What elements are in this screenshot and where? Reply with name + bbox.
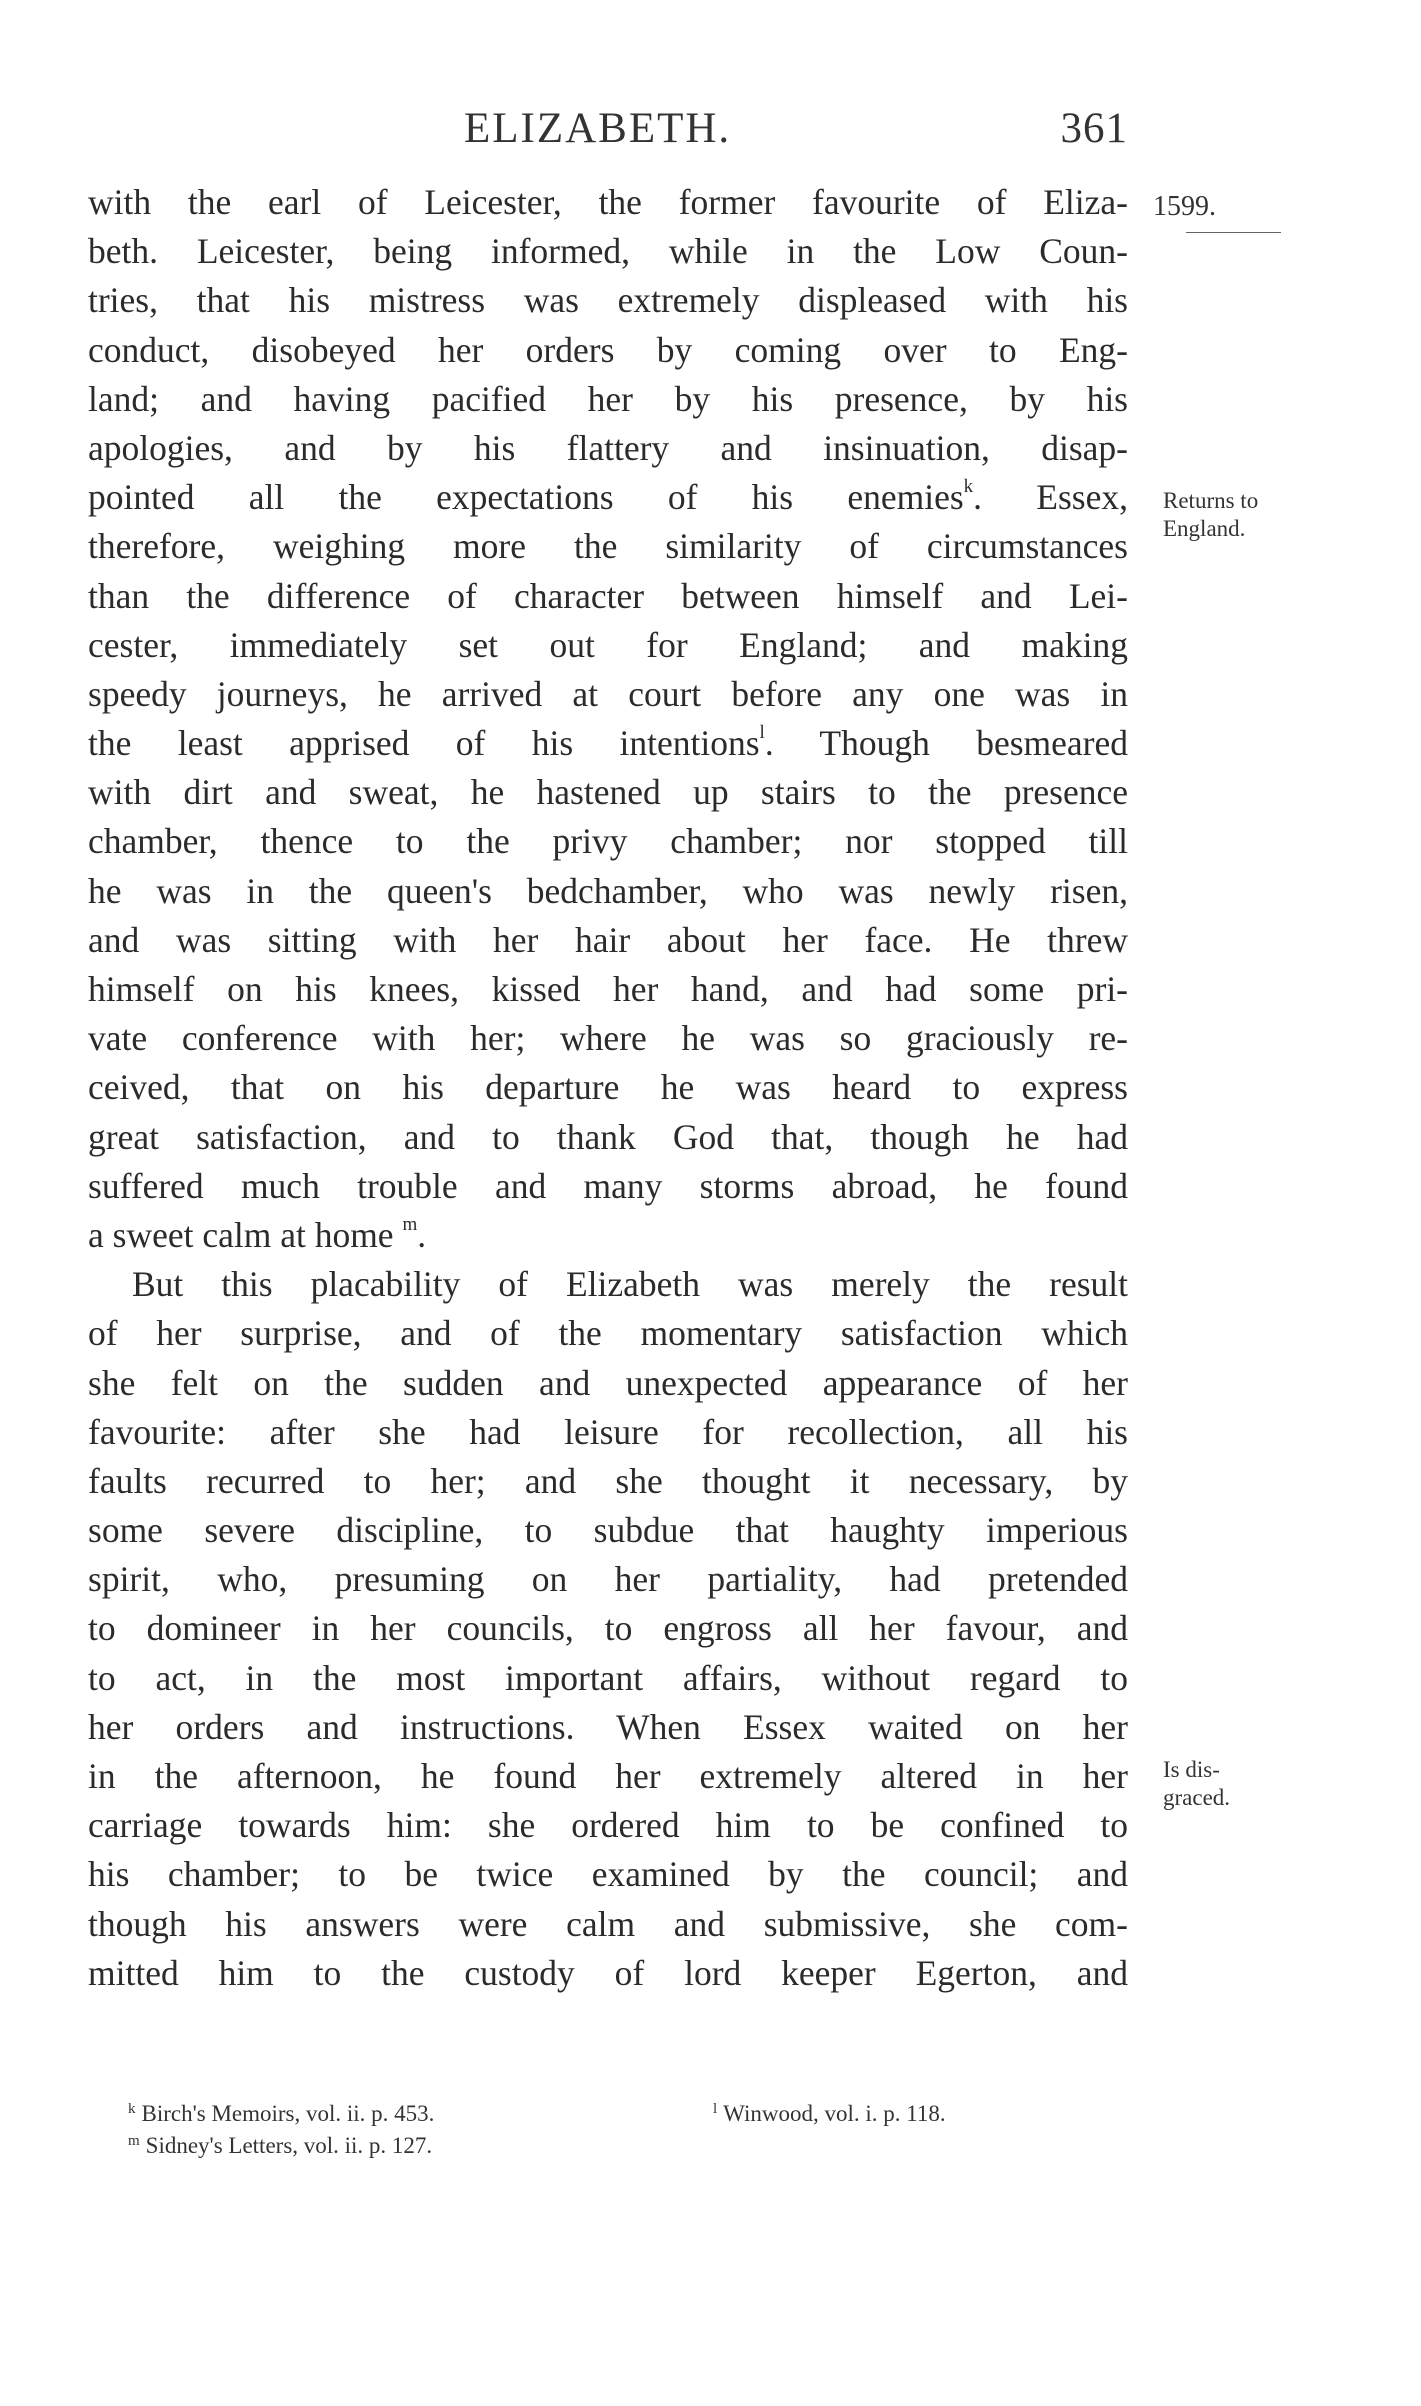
running-head (88, 104, 1128, 164)
footnote-ref-l[interactable]: l (759, 722, 765, 744)
footnote-mark: m (128, 2133, 140, 2149)
footnote-text: Birch's Memoirs, vol. ii. p. 453. (141, 2101, 435, 2126)
text-line-part: a sweet calm at home (88, 1214, 394, 1255)
text-line: with dirt and sweat, he hastened up stairs to the presence (88, 772, 1128, 813)
footnote-text: Sidney's Letters, vol. ii. p. 127. (145, 2133, 433, 2158)
text-line: cester, immediately set out for England; and making (88, 624, 1128, 665)
margin-note-disgraced-line2: graced. (1163, 1785, 1231, 1810)
text-line: than the difference of character between himself and Lei- (88, 575, 1128, 616)
text-line-part: pointed all the expectations of his enemies (88, 477, 964, 518)
text-line: though his answers were calm and submissive, she com- (88, 1903, 1128, 1944)
text-line-part: . Though besmeared (764, 723, 1128, 764)
footnote-k (128, 2101, 434, 2126)
body-text (88, 178, 1128, 1998)
text-line: vate conference with her; where he was so graciously re- (88, 1018, 1128, 1059)
margin-note-disgraced (1163, 1756, 1230, 1812)
text-line: suffered much trouble and many storms abroad, he found (88, 1165, 1128, 1206)
text-line: he was in the queen's bedchamber, who was newly risen, (88, 870, 1128, 911)
running-title: ELIZABETH. (464, 105, 732, 152)
footnote-mark: l (713, 2101, 718, 2117)
text-line: carriage towards him: she ordered him to be confined to (88, 1805, 1128, 1846)
text-line: great satisfaction, and to thank God that, though he had (88, 1116, 1128, 1157)
text-line: with the earl of Leicester, the former favourite of Eliza- (88, 182, 1128, 222)
text-line: favourite: after she had leisure for recollection, all his (88, 1411, 1128, 1452)
text-line: faults recurred to her; and she thought it necessary, by (88, 1460, 1128, 1501)
text-line (88, 473, 1128, 522)
text-line-part: . (417, 1214, 427, 1255)
text-line: she felt on the sudden and unexpected appearance of her (88, 1362, 1128, 1403)
footnote-m (128, 2133, 432, 2158)
margin-note-returns-line1: Returns to (1163, 488, 1259, 513)
text-line-part: the least apprised of his intentions (88, 723, 760, 764)
footnote-ref-m[interactable]: m (402, 1214, 418, 1236)
page-number: 361 (1060, 105, 1128, 152)
text-line: to domineer in her councils, to engross all her favour, and (88, 1608, 1128, 1649)
footnote-mark: k (128, 2101, 136, 2117)
text-line: ceived, that on his departure he was heard to express (88, 1067, 1128, 1108)
text-line: some severe discipline, to subdue that haughty imperious (88, 1510, 1128, 1551)
text-line: tries, that his mistress was extremely displeased with his (88, 280, 1128, 321)
text-line (88, 1211, 1128, 1260)
footnote-row (128, 2130, 1128, 2162)
text-line: spirit, who, presuming on her partiality, had pretended (88, 1559, 1128, 1600)
footnote-l (713, 2098, 946, 2133)
footnote-ref-k[interactable]: k (963, 476, 974, 498)
text-line (88, 719, 1128, 768)
text-line: conduct, disobeyed her orders by coming over to Eng- (88, 329, 1128, 370)
text-line: apologies, and by his flattery and insinuation, disap- (88, 427, 1128, 468)
text-line: chamber, thence to the privy chamber; nor stopped till (88, 821, 1128, 862)
text-line: in the afternoon, he found her extremely altered in her (88, 1756, 1128, 1796)
footnote-row (128, 2098, 1128, 2130)
text-line: mitted him to the custody of lord keeper Egerton, and (88, 1952, 1128, 1993)
text-line: his chamber; to be twice examined by the council; and (88, 1854, 1128, 1895)
margin-note-disgraced-line1: Is dis- (1163, 1757, 1220, 1782)
footnotes (128, 2098, 1128, 2162)
text-line: But this placability of Elizabeth was merely the result (132, 1264, 1128, 1305)
margin-note-returns-line2: England. (1163, 516, 1246, 541)
text-line: to act, in the most important affairs, without regard to (88, 1657, 1128, 1698)
text-line: land; and having pacified her by his presence, by his (88, 378, 1128, 419)
margin-rule (1186, 232, 1281, 233)
text-line: and was sitting with her hair about her face. He threw (88, 919, 1128, 960)
footnote-text: Winwood, vol. i. p. 118. (723, 2101, 946, 2126)
text-line-part: . Essex, (973, 477, 1129, 518)
text-line: beth. Leicester, being informed, while in the Low Coun- (88, 231, 1128, 272)
text-line: speedy journeys, he arrived at court before any one was in (88, 673, 1128, 714)
margin-year: 1599. (1153, 191, 1216, 222)
margin-note-returns (1163, 487, 1258, 543)
text-line: of her surprise, and of the momentary satisfaction which (88, 1313, 1128, 1354)
text-line: himself on his knees, kissed her hand, and had some pri- (88, 969, 1128, 1009)
text-line: her orders and instructions. When Essex waited on her (88, 1706, 1128, 1747)
text-line: therefore, weighing more the similarity of circumstances (88, 526, 1128, 567)
